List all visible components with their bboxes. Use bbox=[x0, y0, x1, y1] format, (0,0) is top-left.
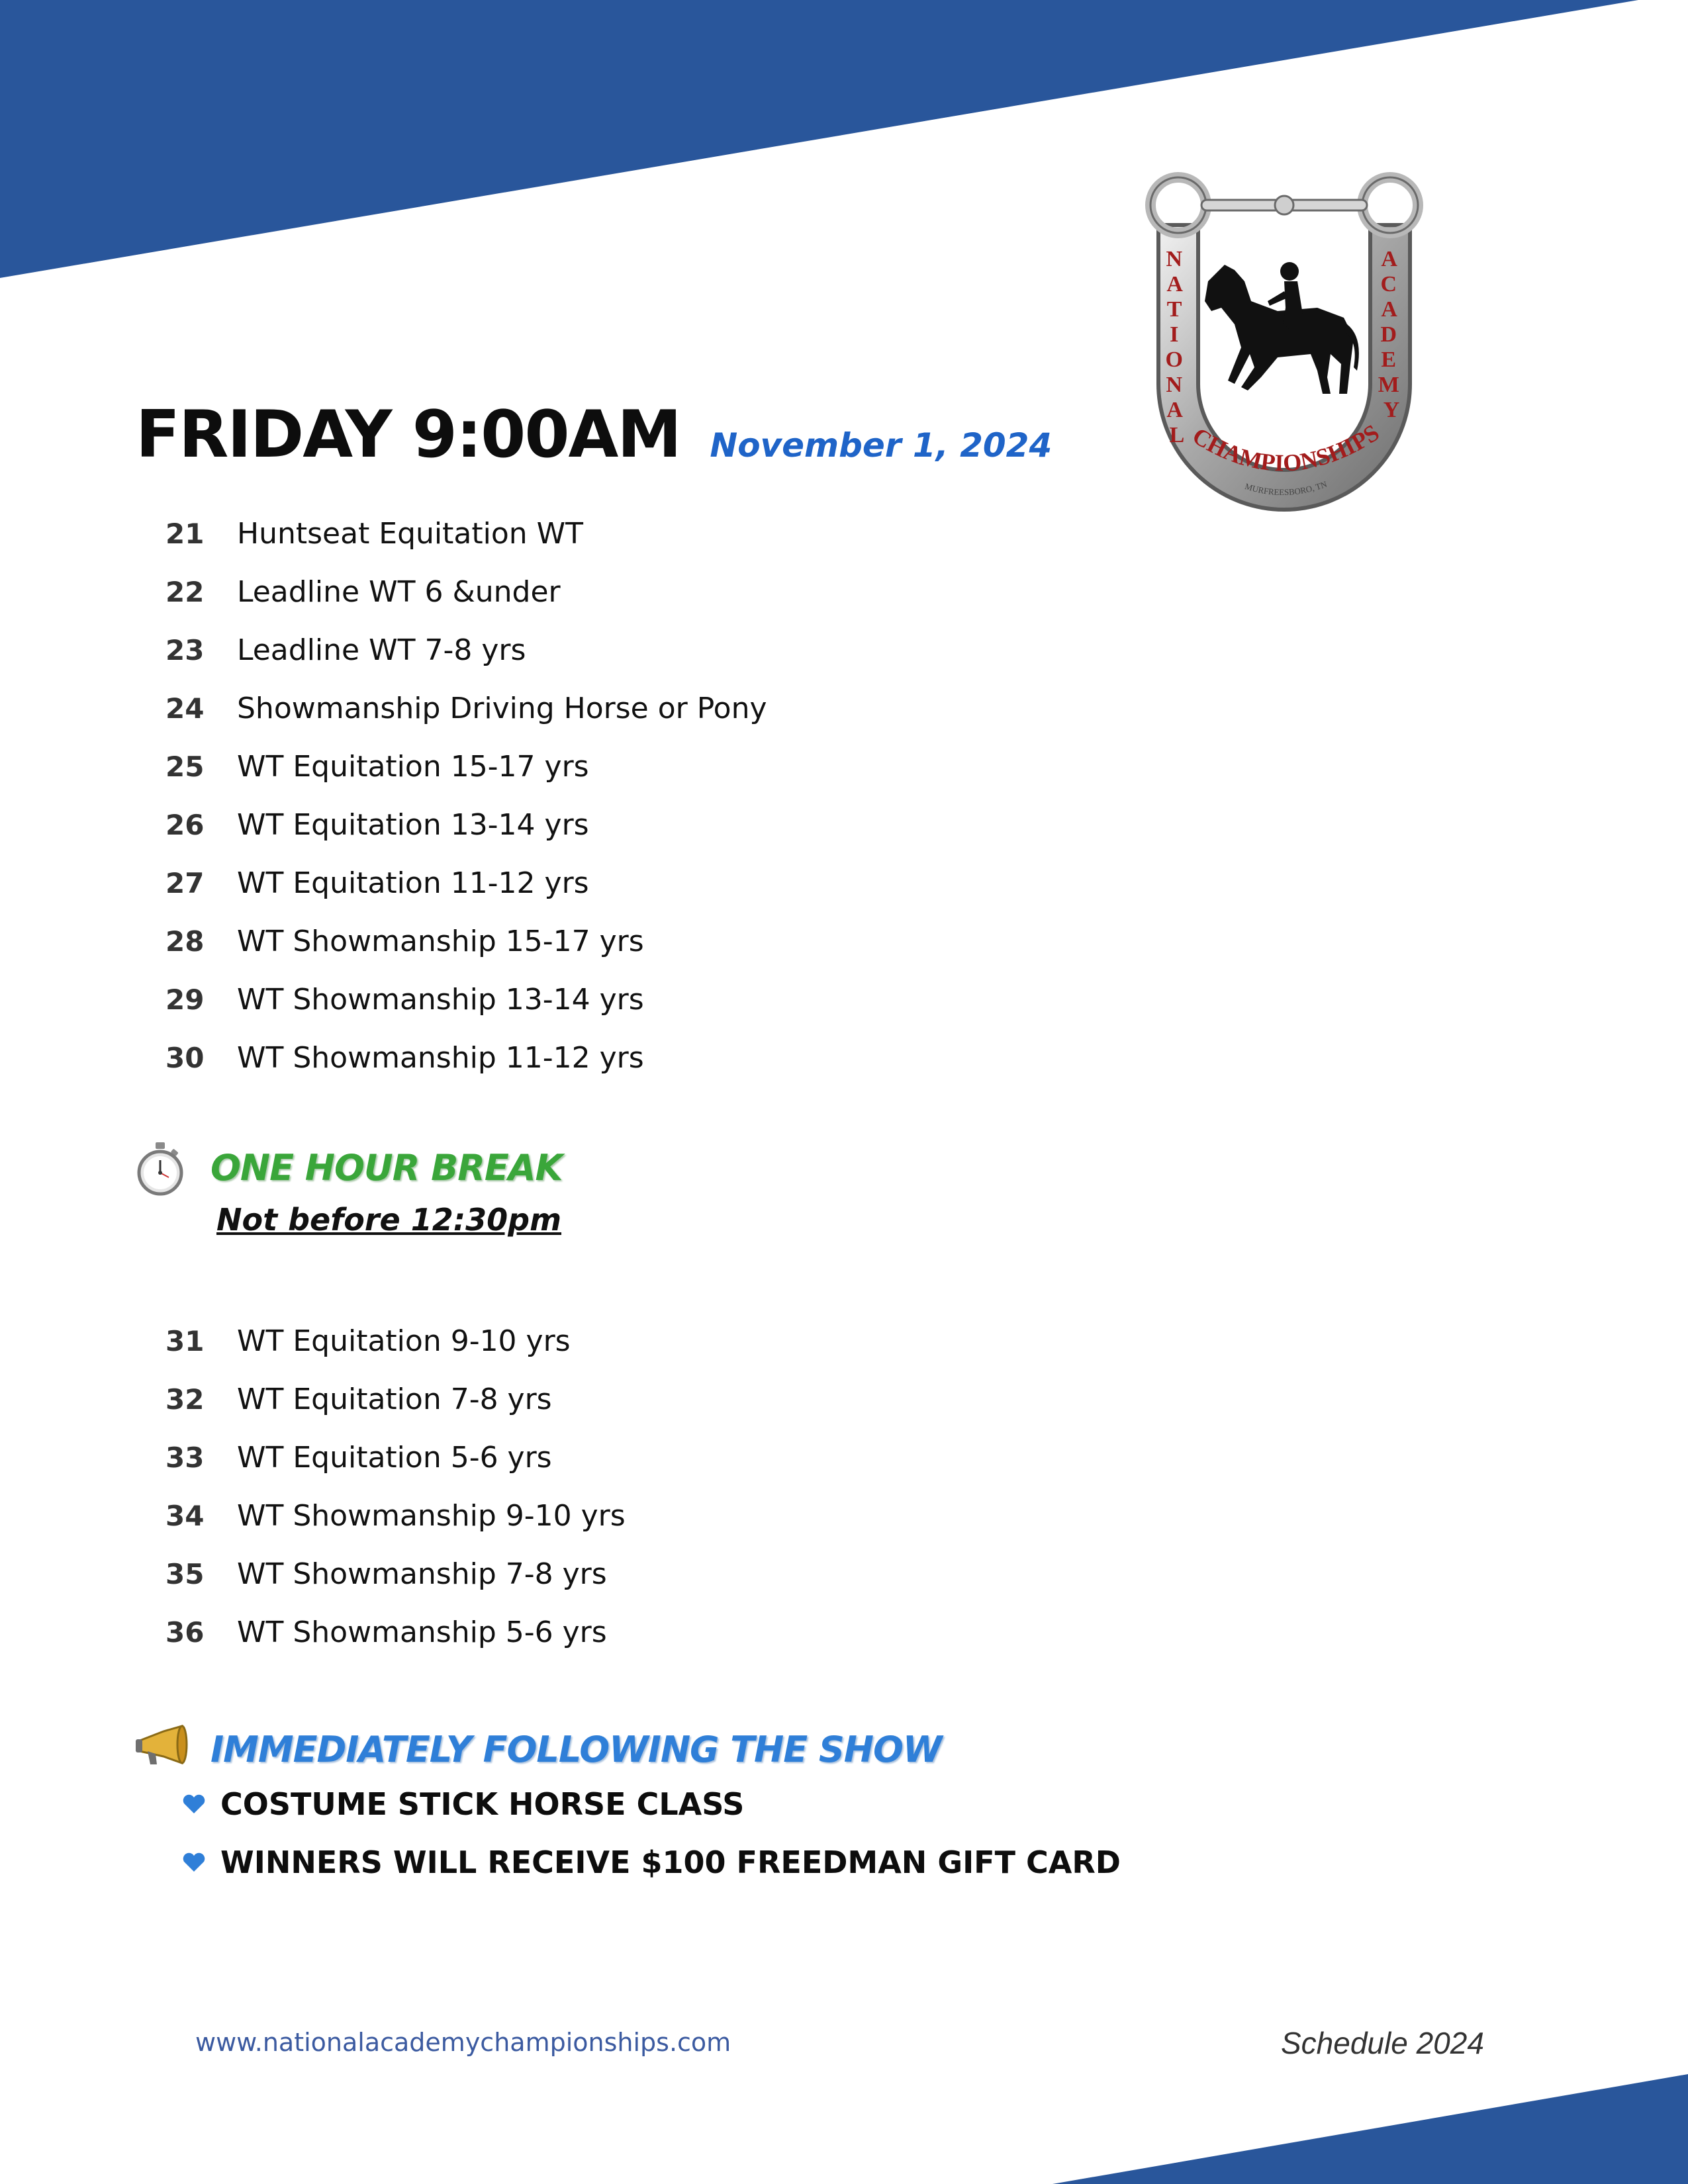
logo-national-text bbox=[1166, 247, 1189, 447]
logo-letter: M bbox=[1378, 373, 1399, 397]
class-number: 29 bbox=[165, 983, 205, 1016]
logo-letter: O bbox=[1165, 347, 1183, 372]
logo-letter: C bbox=[1380, 272, 1397, 296]
logo-letter: A bbox=[1381, 297, 1397, 322]
website-link[interactable]: www.nationalacademychampionships.com bbox=[195, 2028, 731, 2057]
class-name: WT Showmanship 7-8 yrs bbox=[237, 1557, 607, 1591]
class-number: 32 bbox=[165, 1383, 205, 1416]
list-item bbox=[165, 1370, 626, 1428]
class-name: WT Showmanship 9-10 yrs bbox=[237, 1498, 626, 1533]
class-name: WT Equitation 5-6 yrs bbox=[237, 1440, 552, 1475]
class-number: 35 bbox=[165, 1557, 205, 1590]
following-title: IMMEDIATELY FOLLOWING THE SHOW bbox=[211, 1729, 942, 1770]
class-number: 34 bbox=[165, 1499, 205, 1532]
schedule-year-label: Schedule 2024 bbox=[1281, 2026, 1484, 2060]
following-item-text: WINNERS WILL RECEIVE $100 FREEDMAN GIFT CARD bbox=[220, 1844, 1121, 1880]
class-number: 27 bbox=[165, 866, 205, 899]
list-item bbox=[165, 621, 767, 679]
class-name: WT Equitation 15-17 yrs bbox=[237, 749, 589, 784]
logo-letter: N bbox=[1166, 247, 1183, 271]
break-time-note: Not before 12:30pm bbox=[216, 1202, 562, 1238]
class-number: 22 bbox=[165, 575, 205, 608]
logo-letter: N bbox=[1166, 373, 1183, 397]
class-list-session-one bbox=[165, 504, 767, 1087]
logo-letter: A bbox=[1166, 398, 1182, 422]
list-item bbox=[182, 1775, 1121, 1833]
logo-letter: A bbox=[1166, 272, 1182, 296]
list-item bbox=[165, 854, 767, 912]
logo-letter: I bbox=[1170, 322, 1179, 347]
following-item-text: COSTUME STICK HORSE CLASS bbox=[220, 1786, 745, 1822]
class-name: WT Equitation 13-14 yrs bbox=[237, 807, 589, 842]
logo-letter: L bbox=[1169, 423, 1185, 447]
class-name: Huntseat Equitation WT bbox=[237, 516, 584, 551]
class-number: 25 bbox=[165, 750, 205, 783]
list-item bbox=[182, 1833, 1121, 1891]
class-number: 33 bbox=[165, 1441, 205, 1474]
list-item bbox=[165, 1603, 626, 1661]
list-item bbox=[165, 970, 767, 1028]
list-item bbox=[165, 504, 767, 563]
logo-letter: D bbox=[1380, 322, 1397, 347]
class-name: Showmanship Driving Horse or Pony bbox=[237, 691, 767, 725]
class-name: WT Equitation 11-12 yrs bbox=[237, 866, 589, 900]
horse-rider-icon bbox=[1205, 262, 1359, 394]
day-time-title: FRIDAY 9:00AM bbox=[136, 397, 680, 473]
class-name: WT Equitation 7-8 yrs bbox=[237, 1382, 552, 1416]
logo-academy-text bbox=[1378, 247, 1405, 422]
logo-letter: A bbox=[1381, 247, 1397, 271]
class-name: WT Showmanship 13-14 yrs bbox=[237, 982, 644, 1017]
list-item bbox=[165, 1028, 767, 1087]
list-item bbox=[165, 1486, 626, 1545]
list-item bbox=[165, 796, 767, 854]
bottom-banner-shape bbox=[0, 2065, 1688, 2184]
class-number: 28 bbox=[165, 925, 205, 958]
blue-heart-icon bbox=[182, 1794, 206, 1815]
national-academy-championships-logo bbox=[1119, 165, 1450, 536]
list-item bbox=[165, 1312, 626, 1370]
date-label: November 1, 2024 bbox=[710, 426, 1053, 465]
list-item bbox=[165, 1428, 626, 1486]
list-item bbox=[165, 1545, 626, 1603]
class-name: Leadline WT 7-8 yrs bbox=[237, 633, 526, 667]
list-item bbox=[165, 563, 767, 621]
class-number: 30 bbox=[165, 1041, 205, 1074]
class-number: 31 bbox=[165, 1324, 205, 1357]
stopwatch-icon bbox=[136, 1141, 185, 1197]
logo-letter: Y bbox=[1383, 398, 1400, 422]
logo-location-text: MURFREESBORO, TN bbox=[1243, 478, 1329, 498]
megaphone-icon bbox=[134, 1725, 189, 1768]
blue-heart-icon bbox=[182, 1852, 206, 1873]
class-number: 21 bbox=[165, 517, 205, 550]
logo-letter: E bbox=[1381, 347, 1397, 372]
class-name: WT Showmanship 15-17 yrs bbox=[237, 924, 644, 958]
list-item bbox=[165, 912, 767, 970]
class-name: WT Showmanship 11-12 yrs bbox=[237, 1040, 644, 1075]
logo-letter: T bbox=[1166, 297, 1182, 322]
list-item bbox=[165, 737, 767, 796]
class-name: WT Equitation 9-10 yrs bbox=[237, 1324, 571, 1358]
class-number: 24 bbox=[165, 692, 205, 725]
class-name: WT Showmanship 5-6 yrs bbox=[237, 1615, 607, 1649]
class-list-session-two bbox=[165, 1312, 626, 1661]
schedule-heading bbox=[136, 397, 1052, 473]
break-title: ONE HOUR BREAK bbox=[211, 1147, 563, 1189]
class-number: 26 bbox=[165, 808, 205, 841]
list-item bbox=[165, 679, 767, 737]
logo-championships-text: CHAMPIONSHIPS bbox=[1188, 419, 1384, 477]
class-number: 23 bbox=[165, 633, 205, 666]
class-name: Leadline WT 6 &under bbox=[237, 574, 561, 609]
following-list bbox=[182, 1775, 1121, 1891]
class-number: 36 bbox=[165, 1615, 205, 1649]
